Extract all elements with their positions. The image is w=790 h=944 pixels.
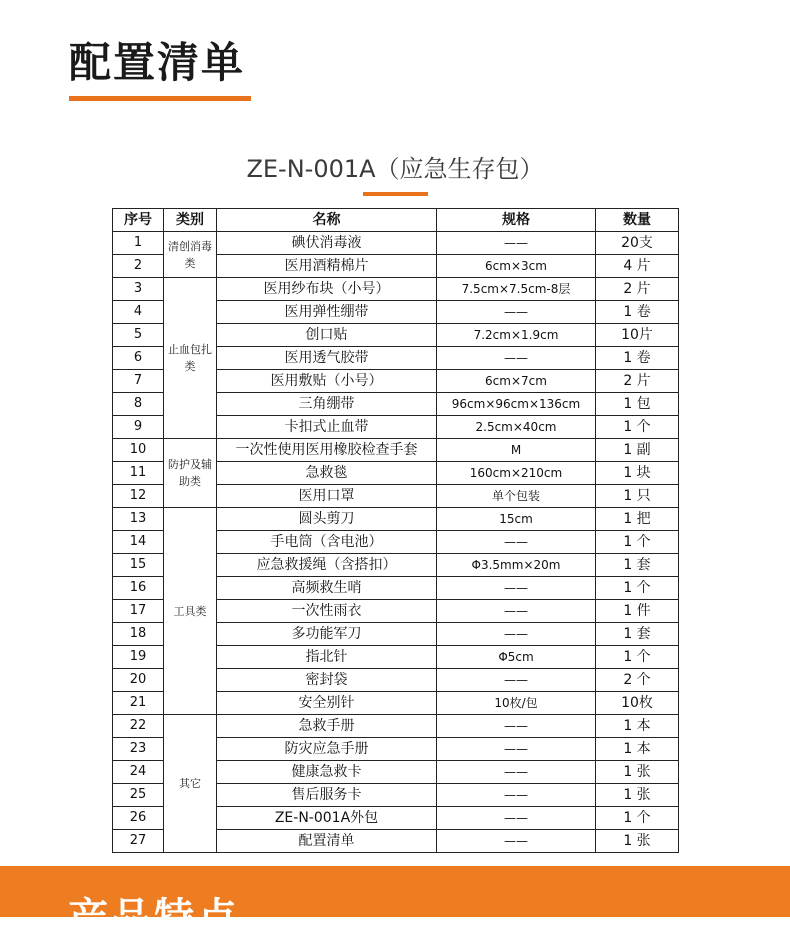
item-qty-cell: 1 件 xyxy=(596,600,679,623)
row-number-cell: 23 xyxy=(113,738,164,761)
item-qty-cell: 1 套 xyxy=(596,554,679,577)
item-qty-cell: 20支 xyxy=(596,232,679,255)
item-name-cell: 急救手册 xyxy=(217,715,437,738)
row-number-cell: 10 xyxy=(113,439,164,462)
item-name-cell: 指北针 xyxy=(217,646,437,669)
row-number-cell: 13 xyxy=(113,508,164,531)
row-number-cell: 19 xyxy=(113,646,164,669)
item-spec-cell: —— xyxy=(437,761,596,784)
row-number-cell: 20 xyxy=(113,669,164,692)
item-spec-cell: —— xyxy=(437,784,596,807)
item-name-cell: 碘伏消毒液 xyxy=(217,232,437,255)
category-cell: 止血包扎类 xyxy=(164,278,217,439)
item-qty-cell: 10枚 xyxy=(596,692,679,715)
item-spec-cell: —— xyxy=(437,301,596,324)
column-header: 数量 xyxy=(596,209,679,232)
item-qty-cell: 4 片 xyxy=(596,255,679,278)
subtitle-underline xyxy=(363,192,428,196)
row-number-cell: 17 xyxy=(113,600,164,623)
item-qty-cell: 1 把 xyxy=(596,508,679,531)
category-cell: 清创消毒类 xyxy=(164,232,217,278)
item-name-cell: 防灾应急手册 xyxy=(217,738,437,761)
row-number-cell: 24 xyxy=(113,761,164,784)
item-spec-cell: —— xyxy=(437,715,596,738)
item-name-cell: 一次性雨衣 xyxy=(217,600,437,623)
item-spec-cell: —— xyxy=(437,830,596,853)
item-name-cell: 医用透气胶带 xyxy=(217,347,437,370)
item-qty-cell: 1 套 xyxy=(596,623,679,646)
item-spec-cell: —— xyxy=(437,531,596,554)
item-qty-cell: 2 个 xyxy=(596,669,679,692)
item-spec-cell: 6cm×7cm xyxy=(437,370,596,393)
item-name-cell: 医用纱布块（小号） xyxy=(217,278,437,301)
table-body xyxy=(113,232,679,853)
item-qty-cell: 1 卷 xyxy=(596,347,679,370)
item-name-cell: 医用弹性绷带 xyxy=(217,301,437,324)
item-spec-cell: —— xyxy=(437,577,596,600)
item-spec-cell: —— xyxy=(437,232,596,255)
category-cell: 其它 xyxy=(164,715,217,853)
row-number-cell: 21 xyxy=(113,692,164,715)
row-number-cell: 6 xyxy=(113,347,164,370)
item-spec-cell: 15cm xyxy=(437,508,596,531)
item-qty-cell: 1 张 xyxy=(596,784,679,807)
item-qty-cell: 1 个 xyxy=(596,577,679,600)
table-row xyxy=(113,232,679,255)
page-title: 配置清单 xyxy=(69,38,246,87)
item-qty-cell: 2 片 xyxy=(596,370,679,393)
item-name-cell: 安全别针 xyxy=(217,692,437,715)
item-spec-cell: —— xyxy=(437,807,596,830)
table-row xyxy=(113,278,679,301)
item-qty-cell: 10片 xyxy=(596,324,679,347)
item-name-cell: 医用口罩 xyxy=(217,485,437,508)
item-spec-cell: Φ5cm xyxy=(437,646,596,669)
item-name-cell: 急救毯 xyxy=(217,462,437,485)
table-header-row xyxy=(113,209,679,232)
row-number-cell: 15 xyxy=(113,554,164,577)
item-qty-cell: 1 个 xyxy=(596,646,679,669)
item-qty-cell: 1 张 xyxy=(596,761,679,784)
item-qty-cell: 1 本 xyxy=(596,715,679,738)
item-name-cell: 健康急救卡 xyxy=(217,761,437,784)
item-name-cell: 圆头剪刀 xyxy=(217,508,437,531)
item-name-cell: 创口贴 xyxy=(217,324,437,347)
item-qty-cell: 2 片 xyxy=(596,278,679,301)
item-name-cell: 一次性使用医用橡胶检查手套 xyxy=(217,439,437,462)
column-header: 名称 xyxy=(217,209,437,232)
item-qty-cell: 1 本 xyxy=(596,738,679,761)
item-spec-cell: 6cm×3cm xyxy=(437,255,596,278)
item-spec-cell: 2.5cm×40cm xyxy=(437,416,596,439)
item-qty-cell: 1 块 xyxy=(596,462,679,485)
column-header: 类别 xyxy=(164,209,217,232)
item-spec-cell: 96cm×96cm×136cm xyxy=(437,393,596,416)
item-name-cell: 配置清单 xyxy=(217,830,437,853)
item-spec-cell: —— xyxy=(437,738,596,761)
category-cell: 防护及辅助类 xyxy=(164,439,217,508)
row-number-cell: 27 xyxy=(113,830,164,853)
item-name-cell: 卡扣式止血带 xyxy=(217,416,437,439)
item-qty-cell: 1 副 xyxy=(596,439,679,462)
item-name-cell: 多功能军刀 xyxy=(217,623,437,646)
row-number-cell: 18 xyxy=(113,623,164,646)
item-name-cell: 三角绷带 xyxy=(217,393,437,416)
row-number-cell: 14 xyxy=(113,531,164,554)
item-name-cell: ZE-N-001A外包 xyxy=(217,807,437,830)
item-spec-cell: 7.5cm×7.5cm-8层 xyxy=(437,278,596,301)
item-qty-cell: 1 卷 xyxy=(596,301,679,324)
row-number-cell: 4 xyxy=(113,301,164,324)
item-name-cell: 手电筒（含电池） xyxy=(217,531,437,554)
row-number-cell: 1 xyxy=(113,232,164,255)
title-underline xyxy=(69,96,251,101)
item-spec-cell: —— xyxy=(437,347,596,370)
row-number-cell: 9 xyxy=(113,416,164,439)
row-number-cell: 16 xyxy=(113,577,164,600)
product-title: ZE-N-001A（应急生存包） xyxy=(246,155,544,183)
item-qty-cell: 1 个 xyxy=(596,807,679,830)
row-number-cell: 7 xyxy=(113,370,164,393)
item-name-cell: 高频救生哨 xyxy=(217,577,437,600)
item-name-cell: 医用敷贴（小号） xyxy=(217,370,437,393)
item-spec-cell: —— xyxy=(437,600,596,623)
item-name-cell: 应急救援绳（含搭扣） xyxy=(217,554,437,577)
config-table xyxy=(112,208,679,853)
row-number-cell: 8 xyxy=(113,393,164,416)
item-name-cell: 密封袋 xyxy=(217,669,437,692)
item-qty-cell: 1 个 xyxy=(596,531,679,554)
item-spec-cell: 单个包装 xyxy=(437,485,596,508)
category-cell: 工具类 xyxy=(164,508,217,715)
row-number-cell: 26 xyxy=(113,807,164,830)
column-header: 规格 xyxy=(437,209,596,232)
row-number-cell: 11 xyxy=(113,462,164,485)
item-name-cell: 医用酒精棉片 xyxy=(217,255,437,278)
table-row xyxy=(113,508,679,531)
item-qty-cell: 1 包 xyxy=(596,393,679,416)
section-title: 产品特点 xyxy=(68,895,240,941)
row-number-cell: 22 xyxy=(113,715,164,738)
item-spec-cell: Φ3.5mm×20m xyxy=(437,554,596,577)
row-number-cell: 3 xyxy=(113,278,164,301)
row-number-cell: 2 xyxy=(113,255,164,278)
item-spec-cell: M xyxy=(437,439,596,462)
item-spec-cell: 160cm×210cm xyxy=(437,462,596,485)
row-number-cell: 5 xyxy=(113,324,164,347)
item-qty-cell: 1 个 xyxy=(596,416,679,439)
row-number-cell: 25 xyxy=(113,784,164,807)
item-spec-cell: —— xyxy=(437,623,596,646)
table-row xyxy=(113,439,679,462)
table-row xyxy=(113,715,679,738)
section-band xyxy=(0,866,790,941)
item-qty-cell: 1 只 xyxy=(596,485,679,508)
column-header: 序号 xyxy=(113,209,164,232)
item-qty-cell: 1 张 xyxy=(596,830,679,853)
item-name-cell: 售后服务卡 xyxy=(217,784,437,807)
item-spec-cell: 10枚/包 xyxy=(437,692,596,715)
item-spec-cell: —— xyxy=(437,669,596,692)
row-number-cell: 12 xyxy=(113,485,164,508)
item-spec-cell: 7.2cm×1.9cm xyxy=(437,324,596,347)
